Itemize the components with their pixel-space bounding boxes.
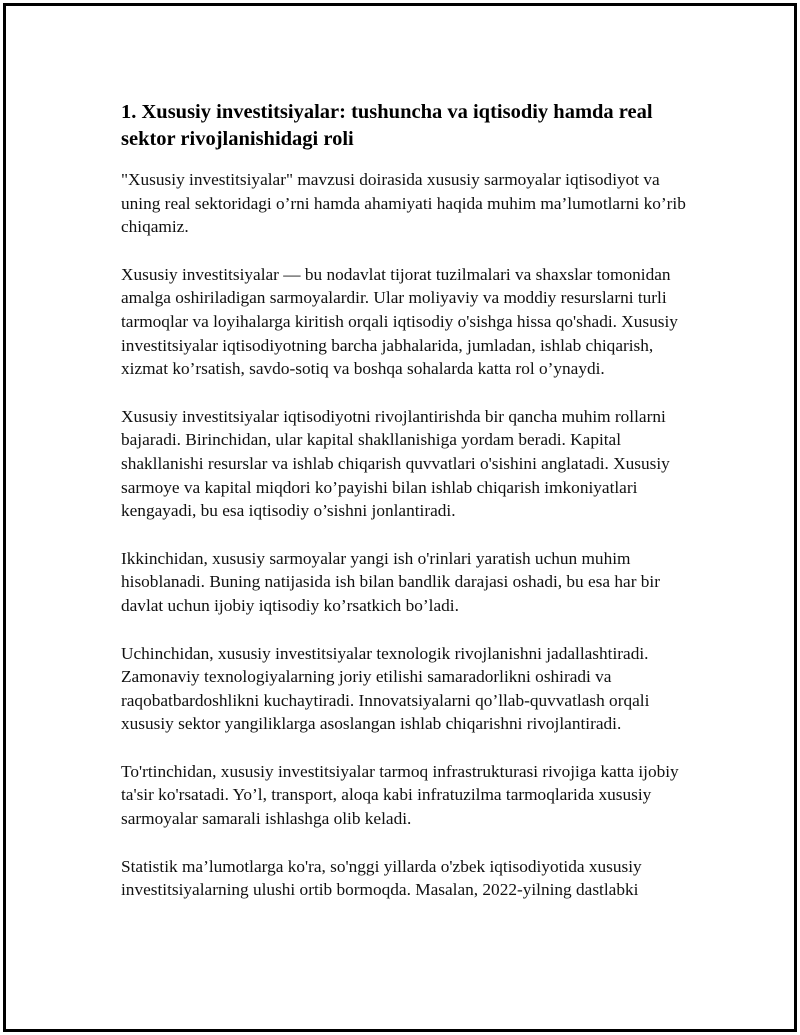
paragraph-definition: Xususiy investitsiyalar — bu nodavlat tijorat tuzilmalari va shaxslar tomonidan amalga oshiriladigan sarmoyalardir. Ular moliyaviy va moddiy resurslarni turli tarmoqlar va loyihalarga kiritish orqali iqtisodiy o'sishga hissa qo'shadi. Xususiy investitsiyalar iqtisodiyotning barcha jabhalarida, jumladan, ishlab chiqarish, xizmat ko’rsatish, savdo-sotiq va boshqa sohalarda katta rol o’ynaydi. (121, 264, 678, 379)
document-page (3, 3, 797, 1032)
paragraph-statistics: Statistik ma’lumotlarga ko'ra, so'nggi yillarda o'zbek iqtisodiyotida xususiy investitsiyalarning ulushi ortib bormoqda. Masalan, 2022-yilning dastlabki (121, 856, 642, 900)
paragraph-roles: Xususiy investitsiyalar iqtisodiyotni rivojlantirishda bir qancha muhim rollarni bajaradi. Birinchidan, ular kapital shakllanishiga yordam beradi. Kapital shakllanishi resurslar va ishlab chiqarish quvvatlari o'sishini anglatadi. Xususiy sarmoye va kapital miqdori ko’payishi bilan ishlab chiqarish imkoniyatlari kengayadi, bu esa iqtisodiy o’sishni jonlantiradi. (121, 406, 670, 521)
paragraph-intro: "Xususiy investitsiyalar" mavzusi doirasida xususiy sarmoyalar iqtisodiyot va uning real sektoridagi o’rni hamda ahamiyati haqida muhim ma’lumotlarni ko’rib chiqamiz. (121, 170, 686, 237)
paragraph-fourth: To'rtinchidan, xususiy investitsiyalar tarmoq infrastrukturasi rivojiga katta ijobiy ta'sir ko'rsatadi. Yo’l, transport, aloqa kabi infratuzilma tarmoqlarida xususiy sarmoyalar samarali ishlashga olib keladi. (121, 761, 679, 829)
document-body (121, 99, 691, 926)
paragraph-second: Ikkinchidan, xususiy sarmoyalar yangi ish o'rinlari yaratish uchun muhim hisoblanadi. Buning natijasida ish bilan bandlik darajasi oshadi, bu esa har bir davlat uchun ijobiy iqtisodiy ko’rsatkich bo’ladi. (121, 548, 660, 615)
section-heading: 1. Xususiy investitsiyalar: tushuncha va iqtisodiy hamda real sektor rivojlanishidagi roli (121, 101, 653, 150)
paragraph-third: Uchinchidan, xususiy investitsiyalar texnologik rivojlanishni jadallashtiradi. Zamonaviy texnologiyalarning joriy etilishi samaradorlikni oshiradi va raqobatbardoshlikni kuchaytiradi. Innovatsiyalarni qo’llab-quvvatlash orqali xususiy sektor yangiliklarga asoslangan ishlab chiqarishni rivojlantiradi. (121, 643, 650, 734)
